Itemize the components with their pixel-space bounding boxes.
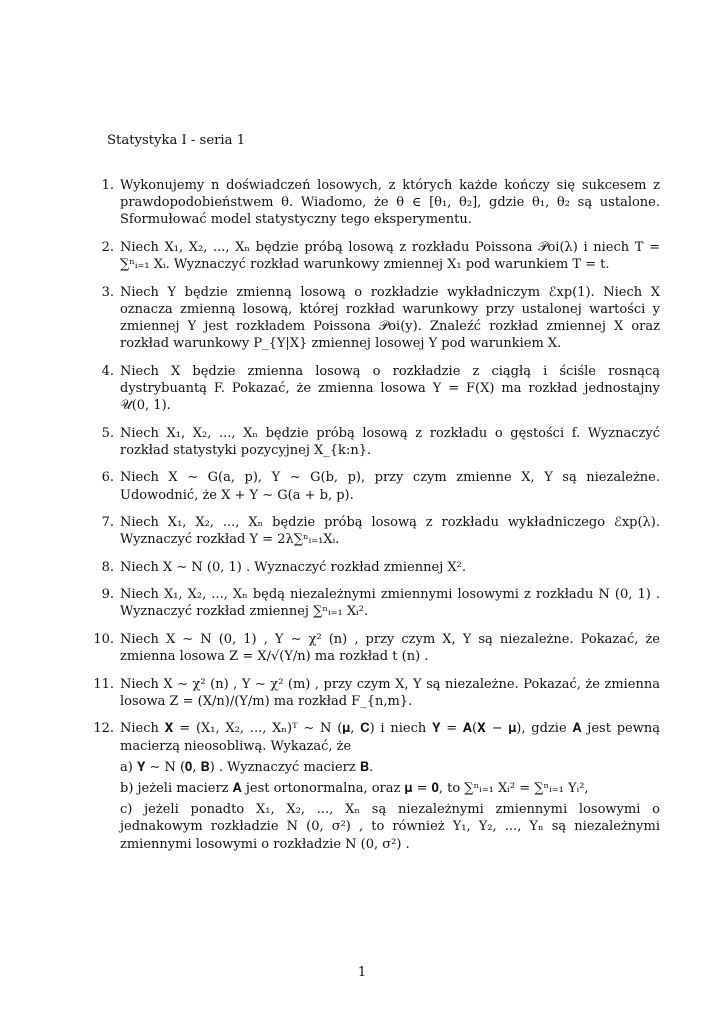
problem-text: Niech X ∼ G(a, p), Y ∼ G(b, p), przy czym zmienne X, Y są niezależne. Udowodnić, że X + Y ∼ G(a + b, p).	[120, 470, 660, 503]
problem-text: Niech X₁, X₂, ..., Xₙ będzie próbą losową z rozkładu Poissona 𝒫oi(λ) i niech T = ∑ⁿᵢ₌₁ Xᵢ. Wyznaczyć rozkład warunkowy zmiennej X₁ pod warunkiem T = t.	[120, 239, 660, 273]
problem-list	[88, 177, 660, 863]
problem-12-part-a: a) 𝐘 ∼ N (𝟎, 𝐁) . Wyznaczyć macierz 𝐁.	[120, 759, 374, 775]
problem-text: Niech X ∼ χ² (n) , Y ∼ χ² (m) , przy czym X, Y są niezależne. Pokazać, że zmienna losowa Z = (X/n)/(Y/m) ma rozkład F_{n,m}.	[120, 676, 660, 709]
problem-text: Niech 𝐗 = (X₁, X₂, ..., Xₙ)ᵀ ∼ N (𝛍, 𝐂) i niech 𝐘 = 𝐀(𝐗 − 𝛍), gdzie 𝐀 jest pewną macierzą nieosobliwą. Wykazać, że	[120, 721, 660, 754]
problem-number: 6.	[101, 470, 114, 486]
problem-text: Niech X₁, X₂, ..., Xₙ będzie próbą losową z rozkładu o gęstości f. Wyznaczyć rozkład statystyki pozycyjnej X_{k:n}.	[120, 425, 660, 458]
problem-5	[88, 425, 660, 459]
problem-10	[88, 631, 660, 665]
problem-text: Niech X₁, X₂, ..., Xₙ będą niezależnymi zmiennymi losowymi z rozkładu N (0, 1) . Wyznaczyć rozkład zmiennej ∑ⁿᵢ₌₁ Xᵢ².	[120, 587, 660, 620]
problem-number: 10.	[93, 631, 114, 647]
problem-text: Wykonujemy n doświadczeń losowych, z których każde kończy się sukcesem z prawdopodobieństwem θ. Wiadomo, że θ ∈ [θ₁, θ₂], gdzie θ₁, θ₂ są ustalone. Sformułować model statystyczny tego eksperymentu.	[120, 178, 660, 228]
page-number: 1	[357, 965, 367, 980]
problem-text: Niech X₁, X₂, ..., Xₙ będzie próbą losową z rozkładu wykładniczego ℰxp(λ). Wyznaczyć rozkład Y = 2λ∑ⁿᵢ₌₁Xᵢ.	[120, 515, 660, 548]
problem-12-part-c: c) jeżeli ponadto X₁, X₂, ..., Xₙ są niezależnymi zmiennymi losowymi o jednakowym rozkładzie N (0, σ²) , to również Y₁, Y₂, ..., Yₙ są niezależnymi zmiennymi losowymi o rozkładzie N (0, σ²) .	[120, 802, 660, 852]
problem-text: Niech X ∼ N (0, 1) . Wyznaczyć rozkład zmiennej X².	[120, 559, 466, 575]
problem-1	[88, 177, 660, 229]
problem-number: 9.	[101, 587, 114, 603]
problem-8	[88, 559, 660, 576]
problem-number: 8.	[101, 559, 114, 575]
document-title: Statystyka I - seria 1	[107, 133, 246, 148]
problem-12-part-b: b) jeżeli macierz 𝐀 jest ortonormalna, oraz 𝛍 = 𝟎, to ∑ⁿᵢ₌₁ Xᵢ² = ∑ⁿᵢ₌₁ Yᵢ²,	[120, 780, 589, 796]
problem-number: 7.	[101, 515, 114, 531]
problem-9	[88, 586, 660, 620]
problem-number: 11.	[93, 676, 114, 692]
problem-number: 3.	[101, 284, 114, 300]
problem-number: 1.	[101, 178, 114, 193]
problem-number: 4.	[101, 363, 114, 379]
problem-4	[88, 363, 660, 415]
problem-number: 2.	[101, 239, 114, 255]
problem-3	[88, 284, 660, 353]
problem-2	[88, 239, 660, 273]
problem-6	[88, 469, 660, 503]
problem-text: Niech Y będzie zmienną losową o rozkładzie wykładniczym ℰxp(1). Niech X oznacza zmienną losową, której rozkład warunkowy przy ustalonej wartości y zmiennej Y jest rozkładem Poissona 𝒫oi(y). Znaleźć rozkład zmiennej X oraz rozkład warunkowy P_{Y|X} zmiennej losowej Y pod warunkiem X.	[120, 284, 660, 352]
problem-7	[88, 514, 660, 548]
problem-11	[88, 676, 660, 710]
problem-12	[88, 720, 660, 852]
problem-number: 5.	[101, 425, 114, 441]
problem-number: 12.	[93, 721, 114, 737]
problem-text: Niech X będzie zmienna losową o rozkładzie z ciągłą i ściśle rosnącą dystrybuantą F. Pokazać, że zmienna losowa Y = F(X) ma rozkład jednostajny 𝒰(0, 1).	[120, 363, 660, 414]
problem-text: Niech X ∼ N (0, 1) , Y ∼ χ² (n) , przy czym X, Y są niezależne. Pokazać, że zmienna losowa Z = X/√(Y/n) ma rozkład t (n) .	[120, 631, 660, 665]
